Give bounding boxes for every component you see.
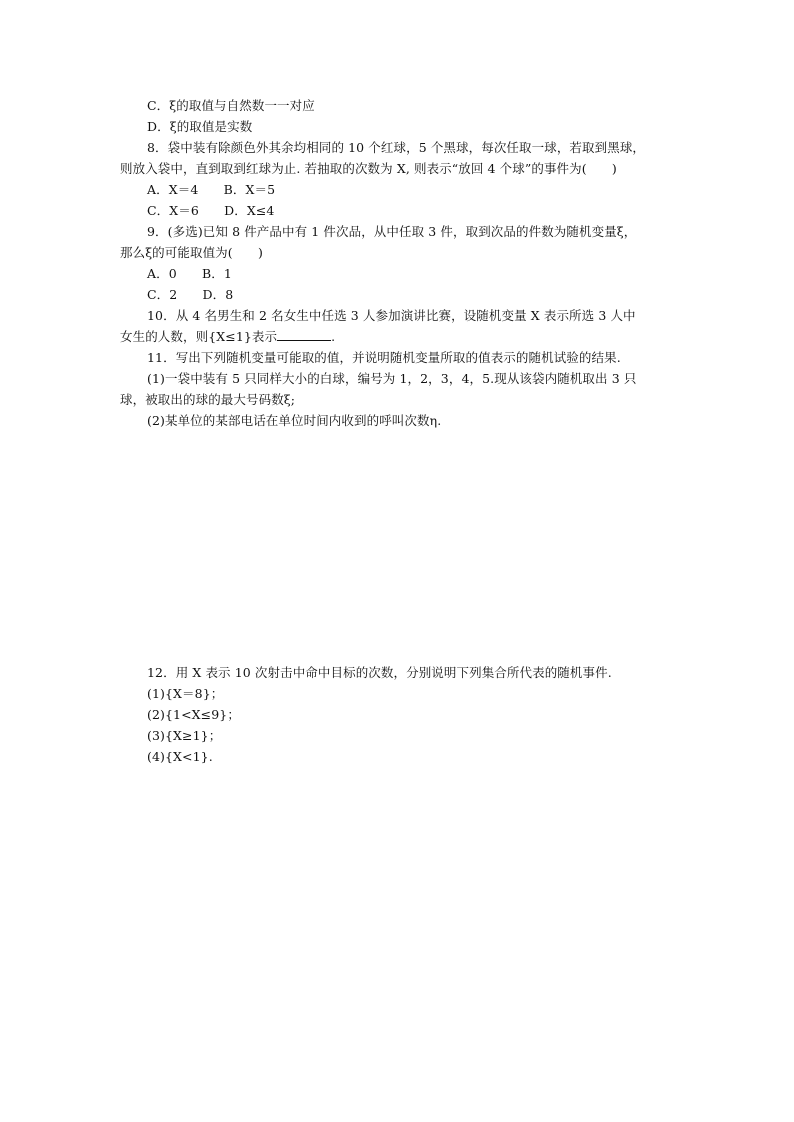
- answer-blank: [277, 328, 331, 341]
- q9-options-cd: C．2 D．8: [147, 287, 234, 302]
- q11-part1-line1: (1)一袋中装有 5 只同样大小的白球，编号为 1，2，3，4，5.现从该袋内随机取出 3 只: [147, 371, 637, 386]
- q9-options-ab: A．0 B．1: [147, 266, 232, 281]
- q10-stem-line2: [120, 328, 335, 346]
- q12-part2: (2){1<X≤9}；: [147, 707, 240, 722]
- q12-part1: (1){X＝8}；: [147, 686, 224, 701]
- q10-text: 女生的人数，则{X≤1}表示: [120, 329, 278, 344]
- q10-end: .: [331, 329, 336, 344]
- q11-stem: 11．写出下列随机变量可能取的值，并说明随机变量所取的值表示的随机试验的结果.: [147, 350, 621, 365]
- q7-option-d: D．ξ的取值是实数: [147, 119, 253, 134]
- q7-option-c: C．ξ的取值与自然数一一对应: [147, 98, 315, 113]
- q8-options-ab: A．X＝4 B．X＝5: [147, 182, 276, 197]
- q9-stem-line1: 9．(多选)已知 8 件产品中有 1 件次品，从中任取 3 件，取到次品的件数为随机变量ξ，: [147, 224, 637, 239]
- q10-stem-line1: 10．从 4 名男生和 2 名女生中任选 3 人参加演讲比赛，设随机变量 X 表示所选 3 人中: [147, 308, 636, 323]
- q12-part4: (4){X<1}.: [147, 749, 213, 764]
- q12-stem: 12．用 X 表示 10 次射击中命中目标的次数，分别说明下列集合所代表的随机事件.: [147, 665, 612, 680]
- q8-stem-line1: 8．袋中装有除颜色外其余均相同的 10 个红球，5 个黑球，每次任取一球，若取到黑球，: [147, 140, 646, 155]
- q8-options-cd: C．X＝6 D．X≤4: [147, 203, 275, 218]
- q8-stem-line2: 则放入袋中，直到取到红球为止. 若抽取的次数为 X, 则表示“放回 4 个球”的事件为( ): [120, 161, 617, 176]
- q9-stem-line2: 那么ξ的可能取值为( ): [120, 245, 263, 260]
- q11-part2: (2)某单位的某部电话在单位时间内收到的呼叫次数η.: [147, 413, 442, 428]
- q12-part3: (3){X≥1}；: [147, 728, 222, 743]
- q11-part1-line2: 球，被取出的球的最大号码数ξ;: [120, 392, 296, 407]
